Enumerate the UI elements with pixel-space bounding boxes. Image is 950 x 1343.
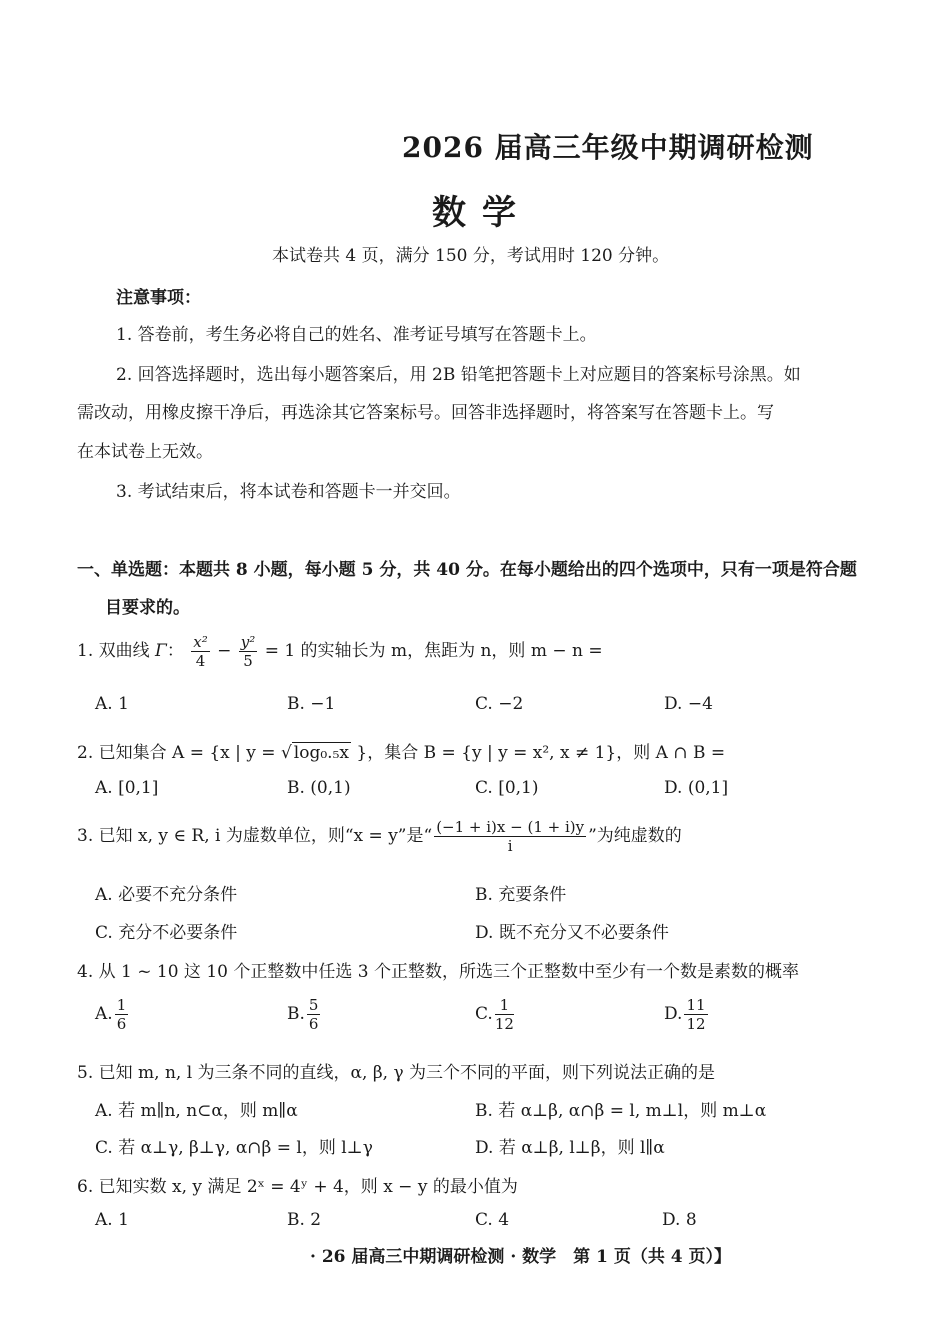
q3-suffix: ”为纯虚数的 — [588, 826, 682, 846]
q1-prefix: 1. 双曲线 — [77, 641, 150, 661]
section-1-heading-cont: 目要求的。 — [105, 598, 190, 618]
q4-a-fraction — [115, 996, 129, 1033]
q1-suffix: = 1 的实轴长为 m，焦距为 n，则 m − n = — [264, 641, 603, 661]
q1-option-c: C. −2 — [475, 694, 524, 714]
q4-d-num: 11 — [686, 996, 706, 1014]
q5-option-b: B. 若 α⊥β, α∩β = l, m⊥l，则 m⊥α — [475, 1101, 767, 1121]
q2-suffix: }，集合 B = {y | y = x², x ≠ 1}，则 A ∩ B = — [356, 743, 726, 763]
q1-frac2-num: y² — [240, 633, 256, 651]
q4-c-num: 1 — [495, 996, 514, 1015]
question-4: 4. 从 1 ~ 10 这 10 个正整数中任选 3 个正整数，所选三个正整数中至少有一个数是素数的概率 — [77, 962, 799, 982]
q1-option-d: D. −4 — [664, 694, 713, 714]
subject-title: 数学 — [432, 193, 532, 233]
q3-option-b: B. 充要条件 — [475, 885, 567, 905]
q4-c-fraction — [495, 996, 514, 1033]
q2-option-a: A. [0,1] — [95, 778, 159, 798]
note-2-line-2: 需改动，用橡皮擦干净后，再选涂其它答案标号。回答非选择题时，将答案写在答题卡上。写 — [77, 403, 774, 423]
question-3 — [77, 818, 682, 855]
q3-prefix: 3. 已知 x, y ∈ R, i 为虚数单位，则“x = y”是“ — [77, 826, 433, 846]
exam-title: 2026 届高三年级中期调研检测 — [402, 131, 814, 164]
q1-frac1-num: x² — [193, 633, 208, 651]
q4-a-label: A. — [95, 1004, 113, 1024]
q3-option-c: C. 充分不必要条件 — [95, 923, 238, 943]
exam-info: 本试卷共 4 页，满分 150 分，考试用时 120 分钟。 — [272, 246, 670, 266]
q4-option-c — [475, 996, 516, 1033]
q4-b-label: B. — [287, 1004, 305, 1024]
q4-d-label: D. — [664, 1004, 683, 1024]
page-footer: · 26 届高三中期调研检测 · 数学 第 1 页（共 4 页）】 — [310, 1247, 731, 1267]
q4-option-b — [287, 996, 322, 1033]
q3-option-a: A. 必要不充分条件 — [95, 885, 238, 905]
q2-option-d: D. (0,1] — [664, 778, 729, 798]
q1-frac2-den: 5 — [243, 652, 253, 670]
q1-fraction-2 — [239, 633, 258, 670]
q6-option-a: A. 1 — [95, 1210, 129, 1230]
q1-option-a: A. 1 — [95, 694, 129, 714]
q4-c-den: 12 — [494, 1015, 514, 1033]
q3-frac-num: (−1 + i)x − (1 + i)y — [436, 818, 585, 836]
q6-option-c: C. 4 — [475, 1210, 510, 1230]
q4-c-label: C. — [475, 1004, 493, 1024]
q4-d-fraction — [684, 996, 707, 1033]
question-1 — [77, 633, 603, 670]
note-1: 1. 答卷前，考生务必将自己的姓名、准考证号填写在答题卡上。 — [116, 325, 597, 345]
sqrt-symbol: √ — [280, 743, 292, 763]
q4-option-a — [95, 996, 130, 1033]
notes-heading: 注意事项： — [116, 288, 201, 308]
q3-frac-den: i — [507, 837, 513, 855]
q2-sqrt-content: log₀.₅x — [293, 743, 349, 763]
q3-option-d: D. 既不充分又不必要条件 — [475, 923, 669, 943]
q1-colon: ： — [166, 641, 184, 661]
q1-option-b: B. −1 — [287, 694, 336, 714]
q4-a-den: 6 — [116, 1015, 127, 1033]
q5-option-a: A. 若 m∥n, n⊂α，则 m∥α — [95, 1101, 298, 1121]
q6-option-d: D. 8 — [662, 1210, 697, 1230]
q2-option-c: C. [0,1) — [475, 778, 539, 798]
q5-option-c: C. 若 α⊥γ, β⊥γ, α∩β = l，则 l⊥γ — [95, 1138, 373, 1158]
q4-b-fraction — [307, 996, 321, 1033]
q5-option-d: D. 若 α⊥β, l⊥β，则 l∥α — [475, 1138, 665, 1158]
q4-b-den: 6 — [308, 1015, 319, 1033]
q1-frac1-den: 4 — [195, 652, 206, 670]
q1-gamma: Γ — [155, 641, 167, 661]
question-5: 5. 已知 m, n, l 为三条不同的直线，α, β, γ 为三个不同的平面，则下列说法正确的是 — [77, 1063, 716, 1083]
question-6: 6. 已知实数 x, y 满足 2ˣ = 4ʸ + 4，则 x − y 的最小值为 — [77, 1177, 518, 1197]
q4-a-num: 1 — [116, 996, 127, 1014]
note-2-line-3: 在本试卷上无效。 — [77, 442, 213, 462]
q3-fraction — [434, 818, 586, 855]
q4-d-den: 12 — [686, 1015, 706, 1033]
note-3: 3. 考试结束后，将本试卷和答题卡一并交回。 — [116, 482, 461, 502]
question-2 — [77, 738, 725, 763]
q6-option-b: B. 2 — [287, 1210, 322, 1230]
q1-fraction-1 — [191, 633, 209, 670]
q2-prefix: 2. 已知集合 A = {x | y = — [77, 743, 276, 763]
note-2-line-1: 2. 回答选择题时，选出每小题答案后，用 2B 铅笔把答题卡上对应题目的答案标号涂黑。如 — [116, 365, 801, 385]
section-1-heading: 一、单选题：本题共 8 小题，每小题 5 分，共 40 分。在每小题给出的四个选项中，只有一项是符合题 — [77, 560, 857, 580]
q1-minus: − — [217, 641, 232, 661]
q4-b-num: 5 — [308, 996, 319, 1014]
q4-option-d — [664, 996, 710, 1033]
q2-option-b: B. (0,1) — [287, 778, 351, 798]
